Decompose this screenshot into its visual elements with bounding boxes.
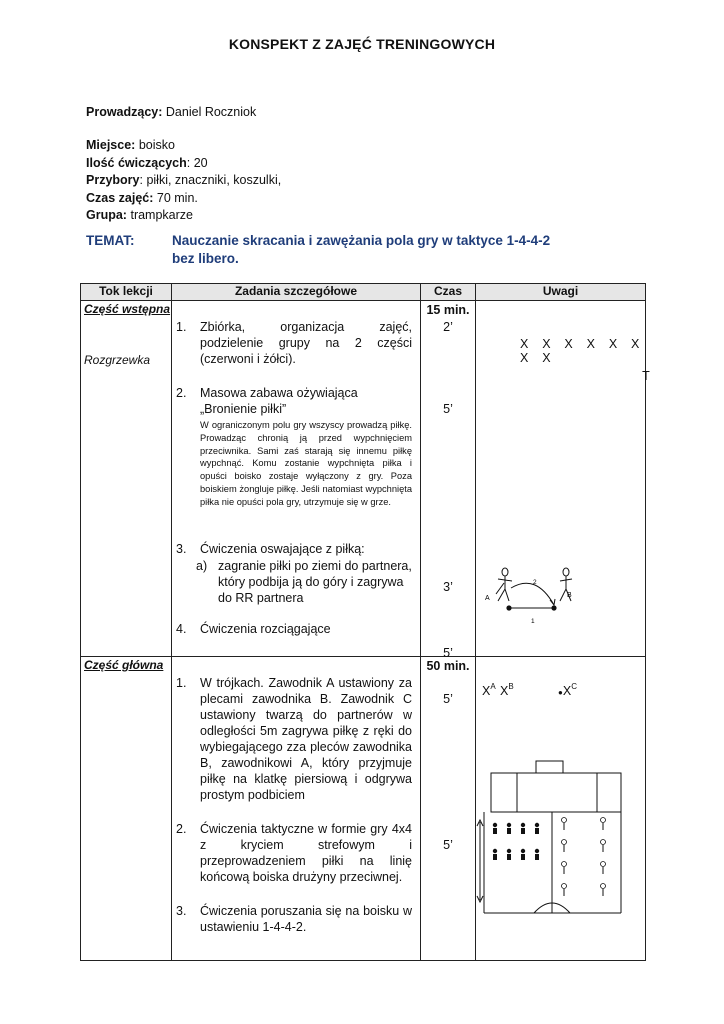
intro-notes-cell [476, 301, 650, 657]
team-left [493, 823, 539, 860]
main-notes-cell [476, 657, 646, 961]
task-time: 5’ [443, 646, 453, 660]
topic-value: Nauczanie skracania i zawężania pola gry w taktyce 1-4-4-2 bez libero. [172, 233, 551, 266]
trainer-marker: T [642, 369, 650, 383]
team-right-bodies [564, 823, 603, 896]
task-time: 5’ [443, 692, 453, 706]
table-row-main [81, 657, 646, 961]
passing-diagram [476, 561, 646, 641]
ball-b [551, 605, 556, 610]
task-time: 2’ [443, 320, 453, 334]
table-row-intro [81, 301, 646, 657]
ball-a [506, 605, 511, 610]
header-tasks: Zadania szczegółowe [172, 284, 421, 301]
table-header-row [81, 284, 646, 301]
goal-top [536, 761, 563, 773]
list-item: 1. Zbiórka, organizacja zajęć, podzielenie grupy na 2 części (czerwoni i żółci). [176, 320, 412, 366]
intro-tasks-cell: 1. Zbiórka, organizacja zajęć, podzielenie grupy na 2 części (czerwoni i żółci). 2. Masowa zabawa ożywiająca „Bronienie piłki” W ograniczonym polu gry wszyscy prowadzą piłkę. Prowadząc chronią ją przed wypchnięciem przeciwnika. Sami zaś starają się innemu piłkę wypchnąć. Komu zostanie wypchnięta piłka i opuści boisko zostaje wyłączony z gry. Poza boiskiem żongluje piłkę. Jeśli natomiast wypchnięta piłka nie opuści pola gry, utrzymuje się w grze. 3. Ćwiczenia oswajające z piłką: a) zagranie piłki po ziemi do partnera, który podbija ją do góry i zagrywa do RR partnera 4. Ćwiczenia rozciągające [172, 301, 421, 657]
info-leader [86, 104, 256, 122]
leader-value: Daniel Roczniok [165, 105, 257, 119]
duration-label: Czas zajęć: [86, 190, 154, 205]
equipment-label: Przybory [86, 173, 140, 187]
warmup-label: Rozgrzewka [84, 353, 151, 367]
header-lesson-course: Tok lekcji [81, 284, 172, 301]
group-value: trampkarze [130, 208, 193, 222]
group-label: Grupa: [86, 208, 127, 222]
label-pass-2: 2 [533, 579, 537, 586]
player-formation: X X X X X X X X [520, 337, 645, 365]
penalty-box [491, 773, 621, 812]
main-time-cell [421, 657, 476, 961]
lesson-plan-table [80, 283, 650, 961]
pass-arc-2 [511, 583, 554, 605]
section-intro-label: Część wstępna [84, 302, 171, 316]
duration-value: 70 min. [156, 190, 198, 205]
count-label: Ilość ćwiczących [86, 155, 187, 170]
info-count [86, 155, 281, 173]
place-value: boisko [138, 138, 175, 152]
info-place [86, 137, 281, 155]
pitch-diagram [476, 760, 646, 920]
info-block [86, 137, 281, 225]
count-value: : 20 [186, 155, 208, 170]
header-notes: Uwagi [476, 284, 646, 301]
label-pass-1: 1 [531, 618, 535, 625]
player-a-figure [498, 568, 512, 601]
intro-time-cell [421, 301, 476, 660]
task-time: 3’ [443, 580, 453, 594]
main-label-cell [81, 657, 172, 961]
game-description: W ograniczonym polu gry wszyscy prowadzą piłkę. Prowadząc chronią ją przed wypchnięciem przeciwnika. Sami zaś starają się innemu piłkę wypchnąć. Komu zostanie wypchnięta piłka i opuści boisko zostaje wyłączony z gry. Poza boiskiem żongluje piłkę. Jeśli natomiast wypchnięta piłka nie opuści pola gry, utrzymuje się w grze. [200, 420, 412, 507]
place-label: Miejsce: [86, 138, 136, 152]
section-main-label: Część główna [84, 658, 164, 672]
team-right [562, 818, 606, 889]
player-a-marker: $X^A$ [482, 682, 496, 698]
main-tasks-cell: 1. W trójkach. Zawodnik A ustawiony za plecami zawodnika B. Zawodnik C ustawiony twarzą do partnerów w odległości 5m zagrywa piłkę z ręki do wybiegającego zza pleców zawodnika B, zawodnikowi A, który przyjmuje piłkę na klatkę piersiową i odgrywa prostym podbiciem 2. Ćwiczenia taktyczne w formie gry 4x4 z kryciem strefowym i przeprowadzeniem piłki na linię końcową boiska drużyny przeciwnej. 3. Ćwiczenia poruszania się na boisku w ustawieniu 1-4-4-2. [172, 657, 421, 961]
leader-label: Prowadzący: [86, 105, 163, 119]
label-b: B [567, 592, 572, 599]
main-total-time: 50 min. [426, 659, 470, 673]
intro-total-time: 15 min. [426, 303, 470, 317]
intro-label-cell [81, 301, 172, 657]
header-time: Czas [421, 284, 476, 301]
info-equipment [86, 172, 281, 190]
info-duration [86, 190, 281, 208]
player-b-marker: $X^B$ [500, 682, 514, 698]
task-time: 5’ [443, 838, 453, 852]
topic-label: TEMAT: [86, 233, 135, 248]
label-a: A [485, 595, 490, 602]
task-time: 5’ [443, 402, 453, 416]
equipment-value: : piłki, znaczniki, koszulki, [139, 173, 282, 187]
info-group [86, 207, 281, 225]
document-title: KONSPEKT Z ZAJĘĆ TRENINGOWYCH [228, 36, 496, 52]
player-c-marker: $●X^C$ [558, 682, 577, 698]
